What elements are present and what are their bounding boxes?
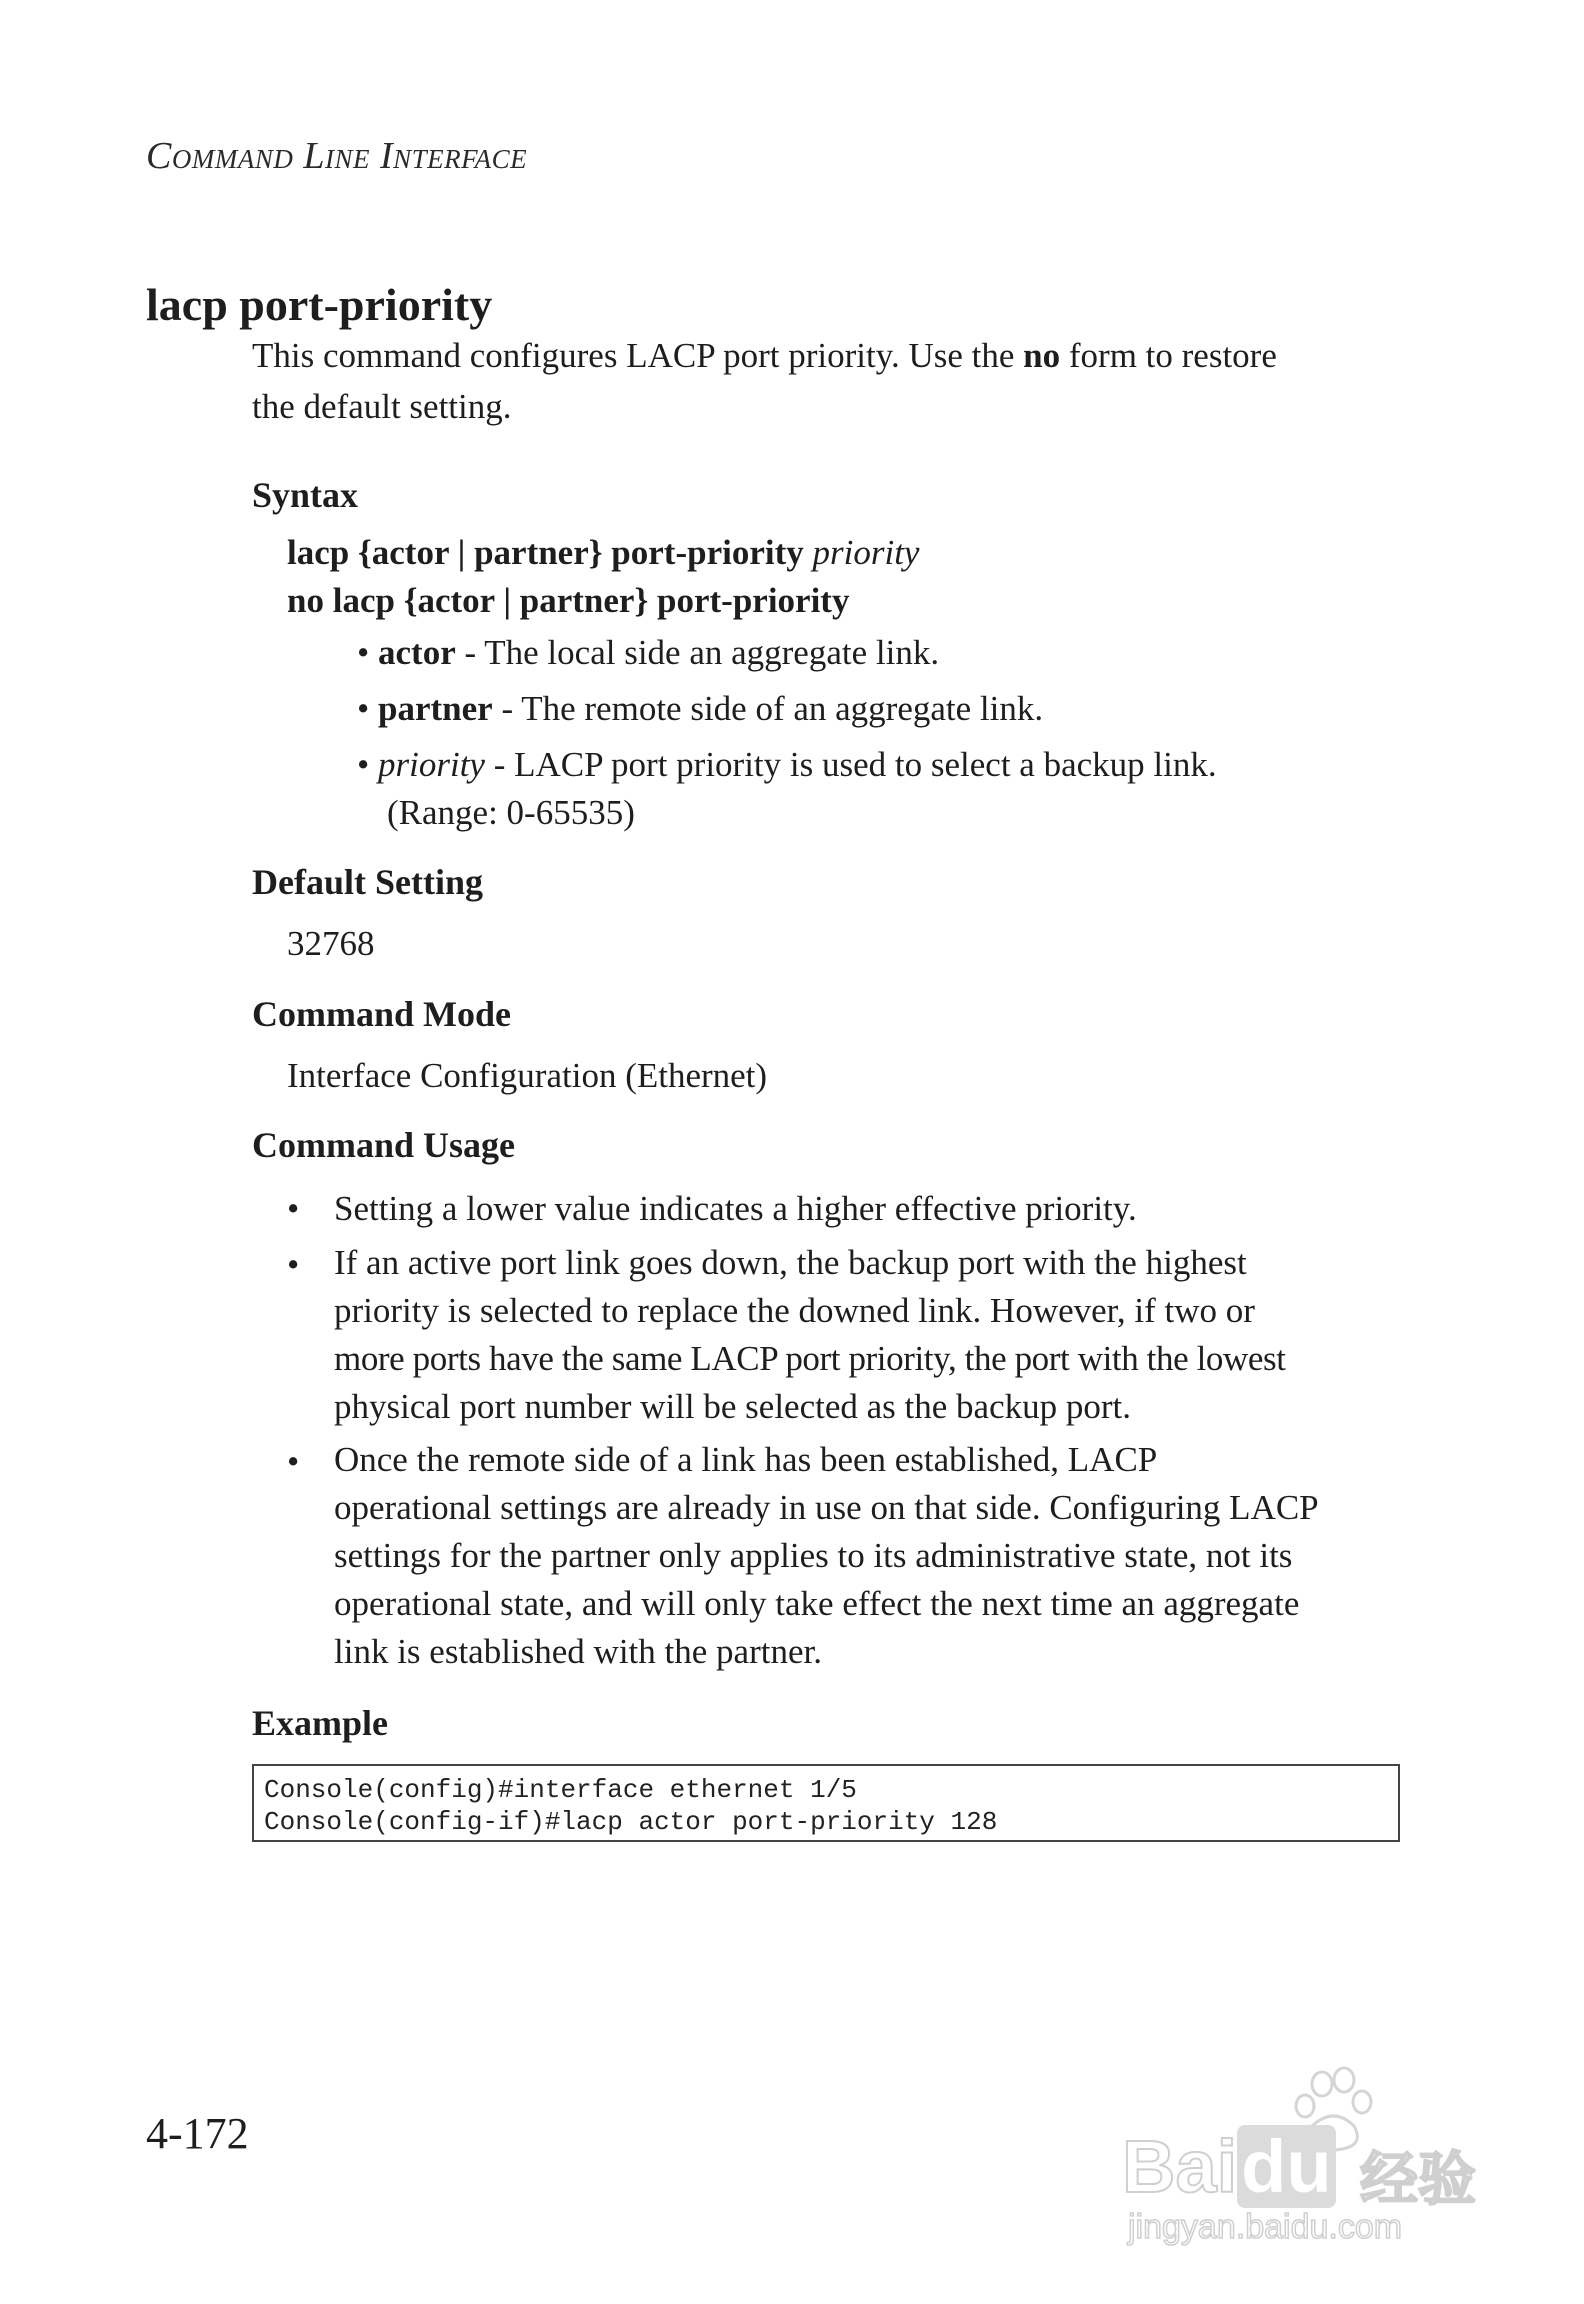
param-actor <box>357 627 1217 678</box>
param-desc: - The local side an aggregate link. <box>455 633 940 672</box>
code-line-2: Console(config-if)#lacp actor port-priority 128 <box>264 1807 998 1837</box>
param-desc: - LACP port priority is used to select a backup link. <box>484 745 1217 784</box>
usage-line: settings for the partner only applies to its administrative state, not its <box>334 1536 1293 1575</box>
param-list <box>357 627 1217 838</box>
bullet-icon: • <box>287 1189 300 1228</box>
usage-item-3 <box>287 1436 1407 1676</box>
syntax-line-2: no lacp {actor | partner} port-priority <box>287 581 850 620</box>
param-desc: - The remote side of an aggregate link. <box>492 689 1044 728</box>
default-setting-heading: Default Setting <box>252 862 483 902</box>
usage-list <box>287 1183 1407 1676</box>
usage-line: If an active port link goes down, the backup port with the highest <box>334 1243 1247 1282</box>
usage-item-text <box>334 1239 1286 1431</box>
code-line-1: Console(config)#interface ethernet 1/5 <box>264 1775 857 1805</box>
bullet-icon: • <box>357 745 370 784</box>
command-title: lacp port-priority <box>146 279 493 330</box>
command-mode-value: Interface Configuration (Ethernet) <box>287 1056 768 1095</box>
syntax-argument: priority <box>812 533 920 572</box>
usage-item-text <box>334 1436 1319 1676</box>
usage-line: Once the remote side of a link has been established, LACP <box>334 1440 1158 1479</box>
syntax-line-1 <box>287 533 919 573</box>
usage-line: Setting a lower value indicates a higher effective priority. <box>334 1189 1137 1228</box>
intro-line-2: the default setting. <box>252 387 512 426</box>
param-priority <box>357 739 1217 790</box>
watermark-cn: 经验 <box>1360 2145 1477 2213</box>
syntax-command-1: lacp {actor | partner} port-priority <box>287 533 804 572</box>
usage-line: more ports have the same LACP port priority, the port with the lowest <box>334 1339 1286 1378</box>
intro-no-keyword: no <box>1023 336 1061 375</box>
example-code-box <box>252 1764 1400 1842</box>
bullet-icon: • <box>357 633 370 672</box>
running-header: Command Line Interface <box>146 135 528 177</box>
bullet-icon: • <box>287 1245 300 1284</box>
syntax-heading: Syntax <box>252 475 359 515</box>
command-usage-heading: Command Usage <box>252 1125 516 1165</box>
bullet-icon: • <box>357 689 370 728</box>
baidu-watermark-logo <box>1122 2066 1498 2246</box>
usage-line: operational state, and will only take effect the next time an aggregate <box>334 1584 1300 1623</box>
bullet-icon: • <box>287 1442 300 1481</box>
intro-text-pre: This command configures LACP port priority. Use the <box>252 336 1024 375</box>
usage-item-1 <box>287 1183 1407 1234</box>
param-name: partner <box>378 689 493 728</box>
intro-text-post: form to restore <box>1060 336 1277 375</box>
usage-item-text <box>334 1183 1137 1234</box>
page-number: 4-172 <box>146 2109 249 2158</box>
intro-paragraph <box>252 330 1277 432</box>
usage-line: priority is selected to replace the downed link. However, if two or <box>334 1291 1255 1330</box>
usage-item-2 <box>287 1239 1407 1431</box>
watermark-brand <box>1122 2124 1336 2209</box>
watermark-brand-a: Bai <box>1122 2125 1238 2208</box>
usage-line: physical port number will be selected as the backup port. <box>334 1387 1131 1426</box>
default-setting-value: 32768 <box>287 924 375 963</box>
usage-line: operational settings are already in use on that side. Configuring LACP <box>334 1488 1319 1527</box>
param-partner <box>357 683 1217 734</box>
watermark-url: jingyan.baidu.com <box>1128 2208 1403 2246</box>
command-mode-heading: Command Mode <box>252 994 511 1034</box>
watermark-brand-b: du <box>1237 2125 1335 2208</box>
param-name: priority <box>378 745 485 784</box>
param-range: (Range: 0-65535) <box>387 793 635 832</box>
usage-line: link is established with the partner. <box>334 1632 822 1671</box>
example-heading: Example <box>252 1703 389 1743</box>
param-name: actor <box>378 633 456 672</box>
